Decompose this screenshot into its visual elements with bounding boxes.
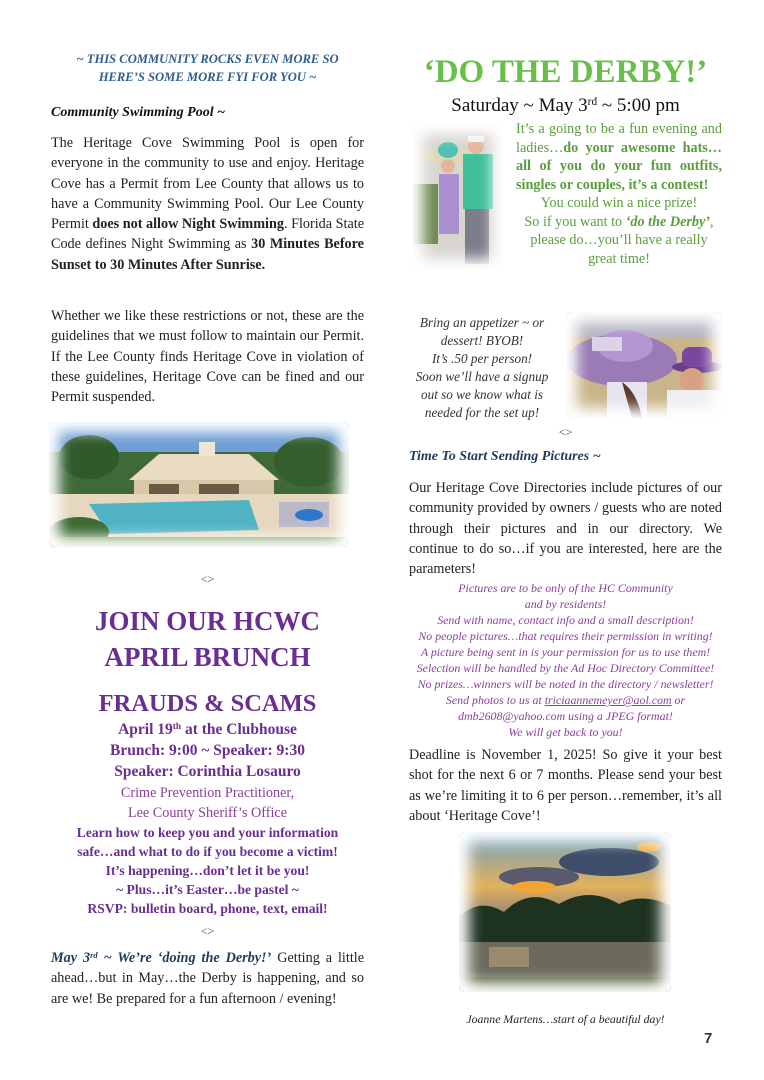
page-number: 7 [704,1030,713,1047]
pool-text: . Florida State Code defines Night Swimming as [51,216,364,253]
may3-lead [51,950,271,966]
bring-line-3: It’s .50 per person! [431,351,533,366]
pool-paragraph-2: Whether we like these restrictions or not, these are the guidelines that we must follow to maintain our Permit. If the Lee County finds Heritage Cove in violation of these guidelines, Heritage Cove can be fined and our Permit suspended. [51,308,364,406]
speaker-role [51,784,364,823]
derby-want-text: , [710,213,714,230]
derby-invite-bold: do your awesome hats… all of you do your fun outfits, singles or couples, it’s a contest! [516,139,722,193]
brunch-learn-line-1: Learn how to keep you and your information [76,825,339,840]
separator: <> [558,425,573,439]
pictures-intro: Our Heritage Cove Directories include pictures of our community provided by owners / guests who are noted through their pictures and in our directory. We continue to do so…if you are interested, here are the parameters! [409,480,722,578]
brunch-date-text: April 19 [118,721,173,738]
speaker-role-line-2: Lee County Sheriff’s Office [127,804,288,821]
rule-line: Pictures are to be only of the HC Community [458,581,673,595]
brunch-happening: It’s happening…don’t let it be you! [105,863,310,878]
bring-line-4: Soon we’ll have a signup [415,369,549,384]
pool-heading: Community Swimming Pool ~ [51,105,226,120]
get-back-line: We will get back to you! [508,725,623,739]
page-header [51,50,364,86]
speaker-role-line-1: Crime Prevention Practitioner, [120,785,295,801]
bring-line-2: dessert! BYOB! [440,333,524,348]
derby-date-sup: rd [587,96,598,109]
rule-line: No people pictures…that requires their permission in writing! [418,629,713,643]
brunch-title-line-1: JOIN OUR HCWC [94,606,320,636]
sunrise-lake-photo [459,832,671,992]
deadline-paragraph: Deadline is November 1, 2025! So give it your best shot for the next 6 or 7 months. Please send your best as we’re limiting it to 6 per person…remember, it’s all about ‘Heritage Cove’! [409,747,722,824]
may3-lead-text: ~ We’re ‘doing the Derby!’ [97,950,272,966]
pool-text-bold: does not allow Night Swimming [92,216,284,233]
couple-derby-photo [413,124,503,269]
derby-great: great time! [588,250,650,267]
may3-body: Getting a little ahead…but in May…the Derby is happening, and so are we! Be prepared for a fun afternoon / evening! [51,950,364,1007]
brunch-title-line-2: APRIL BRUNCH [104,642,311,672]
rule-line: Selection will be handled by the Ad Hoc Directory Committee! [416,661,715,675]
send-photos-line [397,692,734,708]
brunch-speaker: Speaker: Corinthia Losauro [114,763,301,780]
brunch-title [51,603,364,675]
brunch-date [51,719,364,740]
clubhouse-pool-photo [49,422,349,547]
brunch-date-sup: th [172,722,182,733]
send-photos-line-2: dmb2608@yahoo.com using a JPEG format! [458,709,673,723]
derby-invite-text [516,120,722,194]
bring-line-6: needed for the set up! [424,405,540,420]
may3-lead-text: May 3 [51,950,91,966]
rule-line: A picture being sent in is your permission for us to use them! [420,645,711,659]
derby-date-text: Saturday ~ May 3 [451,95,588,116]
bring-line-5: out so we know what is [421,387,543,402]
bring-line-1: Bring an appetizer ~ or [419,315,545,330]
derby-bring-note [403,314,561,422]
send-text: Send photos to us at [445,693,545,707]
brunch-date-text: at the Clubhouse [181,721,297,738]
pictures-rules [397,580,734,740]
separator: <> [200,924,215,938]
photo-caption: Joanne Martens…start of a beautiful day! [466,1012,665,1026]
pool-paragraph-1 [51,133,364,275]
pictures-heading: Time To Start Sending Pictures ~ [409,449,601,464]
rule-line: Send with name, contact info and a small description! [437,613,694,627]
derby-want-text: So if you want to [524,213,626,230]
sunrise-lake-image [459,832,671,992]
brunch-easter: ~ Plus…it’s Easter…be pastel ~ [116,882,299,897]
may3-paragraph [51,948,364,1009]
purple-hats-image [567,312,722,418]
header-line-1: ~ THIS COMMUNITY ROCKS EVEN MORE SO [76,52,339,66]
may3-lead-sup: rd [90,949,98,960]
derby-please: please do…you’ll have a really [530,232,708,248]
send-text: or [671,693,686,707]
brunch-notes [47,823,368,918]
rule-line: and by residents! [524,597,607,611]
derby-date-text: ~ 5:00 pm [597,95,680,116]
purple-hats-photo [567,312,722,418]
derby-title: ‘DO THE DERBY!’ [423,54,708,90]
email-link[interactable]: triciaannemeyer@aol.com [544,693,672,707]
brunch-learn-line-2: safe…and what to do if you become a victim! [77,844,338,859]
derby-want [516,213,722,232]
couple-derby-image [413,124,503,269]
brunch-rsvp: RSVP: bulletin board, phone, text, email! [87,901,328,916]
brunch-details [51,719,364,782]
header-line-2: HERE’S SOME MORE FYI FOR YOU ~ [98,70,317,84]
pool-text-bold: 30 Minutes Before Sunset to 30 Minutes After Sunrise. [51,236,364,273]
pool-text: The Heritage Cove Swimming Pool is open for everyone in the community to use and enjoy. Heritage Cove has a Permit from Lee County that allows us to have a Community Swimming Pool. Our Lee County Permit [51,135,364,233]
clubhouse-pool-image [49,422,349,547]
brunch-topic: FRAUDS & SCAMS [98,690,317,717]
derby-want-emphasis: ‘do the Derby’ [625,213,711,230]
separator: <> [200,572,215,586]
derby-description [516,120,722,268]
rule-line: No prizes…winners will be noted in the directory / newsletter! [417,677,714,691]
brunch-times: Brunch: 9:00 ~ Speaker: 9:30 [110,742,305,759]
derby-prize: You could win a nice prize! [540,195,698,211]
derby-invite-normal: It’s a going to be a fun evening and ladies… [516,121,722,156]
derby-date [409,94,722,118]
